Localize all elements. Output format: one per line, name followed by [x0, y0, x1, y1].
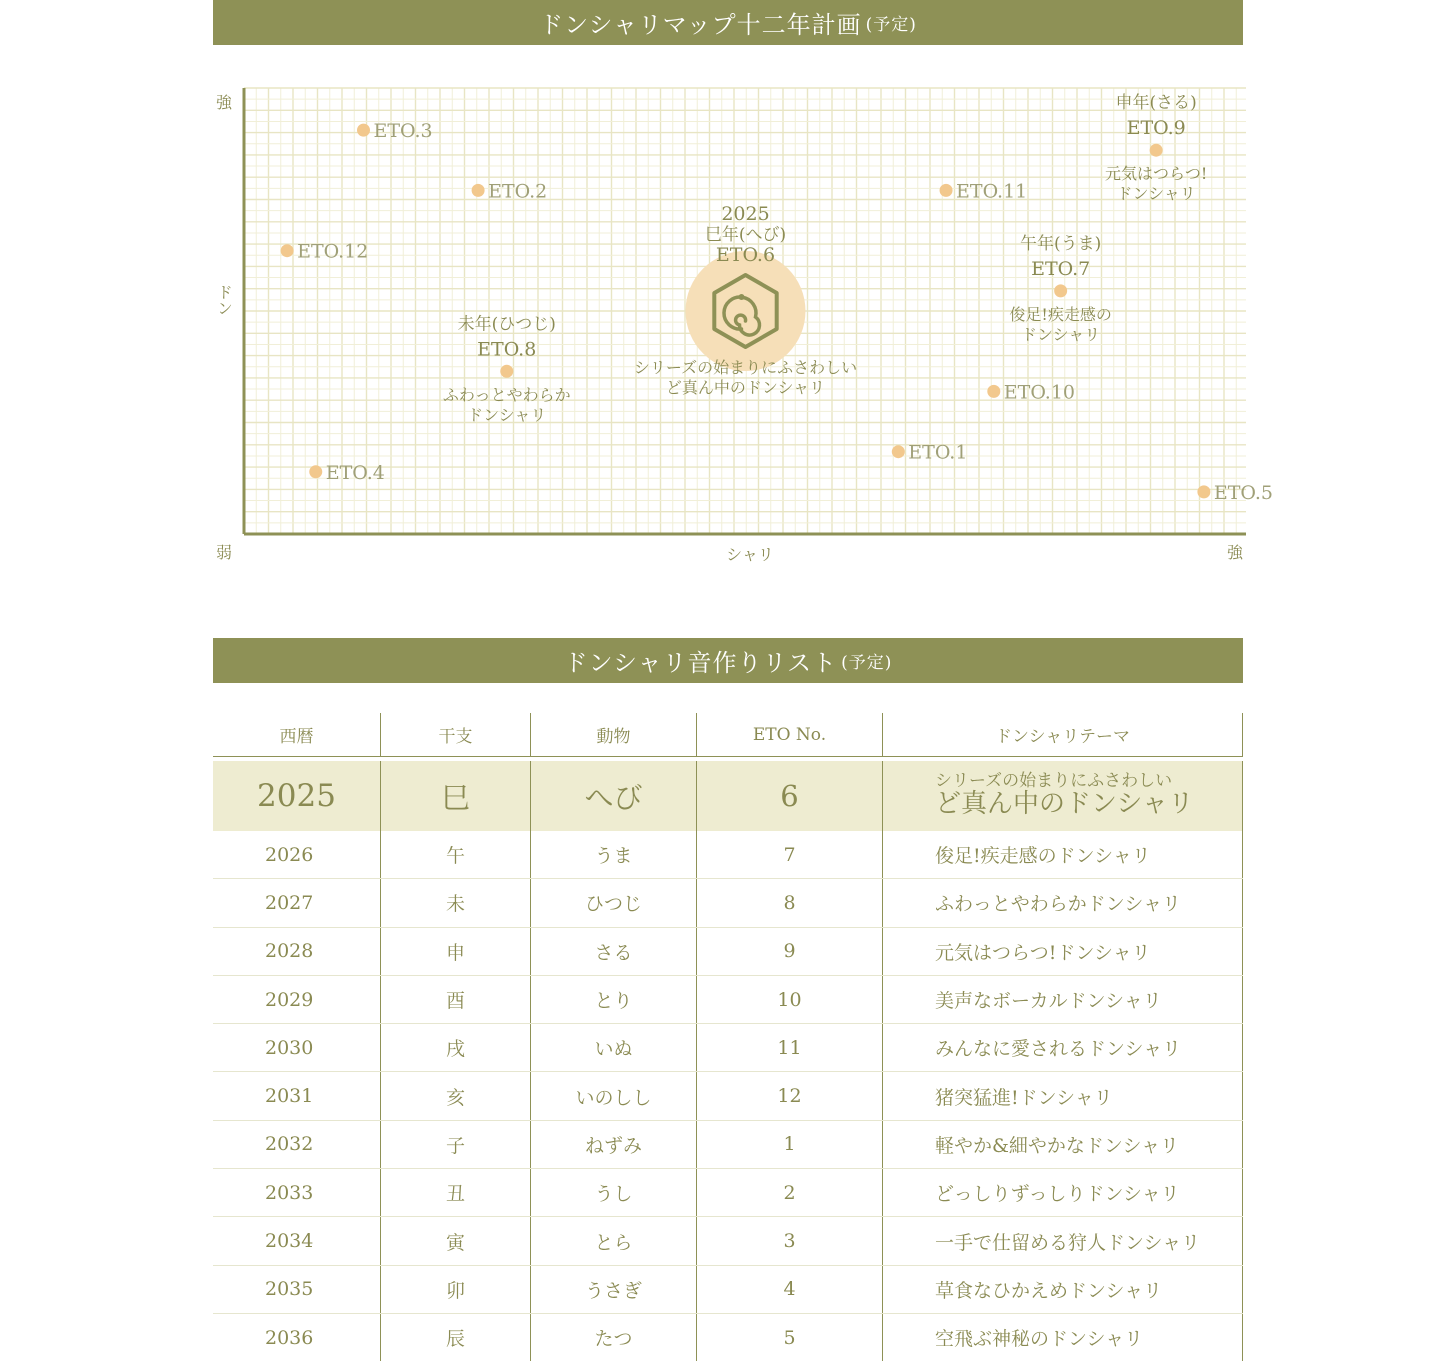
row-year: 2028: [265, 940, 314, 963]
map-title: ドンシャリマップ十二年計画: [539, 11, 862, 39]
point-desc: ドンシャリ: [467, 405, 547, 425]
row-year: 2027: [265, 891, 314, 914]
row-kanshi: 午: [380, 831, 530, 878]
header-eto: ETO No.: [696, 713, 882, 756]
row-animal: うさぎ: [530, 1266, 696, 1313]
row-animal: ひつじ: [530, 879, 696, 926]
point-desc: シリーズの始まりにふさわしい: [633, 358, 858, 377]
x-axis-max-label: 強: [1226, 543, 1244, 562]
highlight-row: [213, 761, 1243, 831]
highlight-kanshi: 巳: [380, 761, 530, 831]
donshari-map-chart: [0, 60, 1454, 575]
point-label: ETO.2: [488, 180, 548, 203]
row-kanshi: 卯: [380, 1266, 530, 1313]
data-point: [309, 465, 322, 478]
point-desc: 元気はつらつ!: [1105, 164, 1208, 184]
row-kanshi: 亥: [380, 1072, 530, 1119]
row-eto: 10: [696, 976, 882, 1023]
row-theme: みんなに愛されるドンシャリ: [882, 1024, 1243, 1071]
row-year: 2030: [265, 1036, 314, 1059]
highlight-animal: へび: [530, 761, 696, 831]
data-point: [940, 184, 953, 197]
row-eto: 7: [696, 831, 882, 878]
table-row: [213, 1265, 1243, 1313]
point-label: ETO.12: [297, 240, 369, 263]
row-kanshi: 戌: [380, 1024, 530, 1071]
row-animal: とら: [530, 1217, 696, 1264]
row-theme: 空飛ぶ神秘のドンシャリ: [882, 1314, 1243, 1361]
table-body: [213, 831, 1243, 1361]
table-row: [213, 1120, 1243, 1168]
data-point: [472, 184, 485, 197]
row-animal: いのしし: [530, 1072, 696, 1119]
row-theme: 一手で仕留める狩人ドンシャリ: [882, 1217, 1243, 1264]
row-year: 2026: [265, 843, 314, 866]
point-year: 2025: [721, 203, 770, 225]
row-animal: いぬ: [530, 1024, 696, 1071]
data-point: [281, 244, 294, 257]
header-animal: 動物: [530, 713, 696, 756]
row-eto: 3: [696, 1217, 882, 1264]
point-label: ETO.4: [325, 461, 385, 484]
table-row: [213, 975, 1243, 1023]
data-point: [1150, 144, 1163, 157]
point-label: ETO.1: [908, 441, 968, 464]
row-eto: 11: [696, 1024, 882, 1071]
highlight-eto: 6: [696, 761, 882, 831]
data-point: [987, 385, 1000, 398]
header-year: 西暦: [279, 727, 314, 747]
row-eto: 9: [696, 928, 882, 975]
map-title-note: (予定): [865, 15, 917, 35]
map-title-banner: [213, 0, 1243, 45]
row-animal: とり: [530, 976, 696, 1023]
point-desc: ドンシャリ: [1116, 184, 1196, 204]
point-name: 午年(うま): [1020, 233, 1102, 254]
sound-list-table: [213, 713, 1243, 1361]
highlight-year: 2025: [257, 778, 336, 814]
point-desc: ドンシャリ: [1021, 324, 1101, 344]
row-year: 2034: [265, 1230, 314, 1253]
row-year: 2035: [265, 1278, 314, 1301]
table-row: [213, 1168, 1243, 1216]
table-row: [213, 1216, 1243, 1264]
row-animal: ねずみ: [530, 1121, 696, 1168]
data-point: [1054, 284, 1067, 297]
point-label: ETO.7: [1031, 257, 1091, 280]
header-theme: ドンシャリテーマ: [882, 713, 1243, 756]
highlight-theme-main: ど真ん中のドンシャリ: [935, 789, 1194, 820]
row-year: 2031: [265, 1085, 314, 1108]
row-kanshi: 未: [380, 879, 530, 926]
table-row: [213, 831, 1243, 878]
row-kanshi: 辰: [380, 1314, 530, 1361]
table-row: [213, 1023, 1243, 1071]
point-label: ETO.9: [1126, 117, 1186, 140]
row-theme: 元気はつらつ!ドンシャリ: [882, 928, 1243, 975]
list-title: ドンシャリ音作りリスト: [563, 649, 838, 677]
row-animal: さる: [530, 928, 696, 975]
table-header-row: [213, 713, 1243, 757]
row-animal: うま: [530, 831, 696, 878]
row-theme: 美声なボーカルドンシャリ: [882, 976, 1243, 1023]
point-name: 未年(ひつじ): [457, 314, 556, 335]
row-eto: 8: [696, 879, 882, 926]
row-eto: 12: [696, 1072, 882, 1119]
data-point: [892, 445, 905, 458]
point-desc: ふわっとやわらか: [442, 385, 571, 405]
row-theme: 猪突猛進!ドンシャリ: [882, 1072, 1243, 1119]
point-label: ETO.10: [1003, 381, 1076, 404]
list-title-note: (予定): [841, 653, 893, 673]
point-name: 巳年(へび): [704, 225, 787, 245]
row-year: 2036: [265, 1326, 314, 1349]
data-point: [500, 365, 513, 378]
row-year: 2033: [265, 1181, 314, 1204]
row-year: 2029: [265, 988, 314, 1011]
row-eto: 4: [696, 1266, 882, 1313]
point-desc: ど真ん中のドンシャリ: [665, 378, 826, 397]
row-eto: 2: [696, 1169, 882, 1216]
row-kanshi: 子: [380, 1121, 530, 1168]
y-axis-max-label: 強: [215, 93, 233, 112]
row-kanshi: 丑: [380, 1169, 530, 1216]
table-row: [213, 1071, 1243, 1119]
row-theme: 軽やか&細やかなドンシャリ: [882, 1121, 1243, 1168]
data-point: [1197, 485, 1210, 498]
table-row: [213, 927, 1243, 975]
row-eto: 5: [696, 1314, 882, 1361]
point-label: ETO.8: [477, 338, 537, 361]
point-desc: 俊足!疾走感の: [1009, 304, 1112, 324]
chart-points: [281, 92, 1273, 504]
list-title-banner: [213, 638, 1243, 683]
row-kanshi: 申: [380, 928, 530, 975]
row-theme: どっしりずっしりドンシャリ: [882, 1169, 1243, 1216]
y-axis-label: ドン: [214, 284, 234, 316]
data-point: [357, 124, 370, 137]
row-animal: たつ: [530, 1314, 696, 1361]
table-row: [213, 878, 1243, 926]
point-label: ETO.11: [956, 180, 1028, 203]
row-kanshi: 寅: [380, 1217, 530, 1264]
table-row: [213, 1313, 1243, 1361]
highlight-point-halo: [686, 251, 806, 371]
row-theme: ふわっとやわらかドンシャリ: [882, 879, 1243, 926]
row-eto: 1: [696, 1121, 882, 1168]
highlight-theme: [882, 761, 1243, 831]
x-axis-min-label: 弱: [215, 543, 233, 562]
x-axis-label: シャリ: [726, 545, 774, 564]
row-kanshi: 酉: [380, 976, 530, 1023]
point-name: 申年(さる): [1115, 93, 1197, 114]
highlight-theme-sub: シリーズの始まりにふさわしい: [935, 771, 1173, 792]
row-year: 2032: [265, 1133, 314, 1156]
row-theme: 草食なひかえめドンシャリ: [882, 1266, 1243, 1313]
header-kanshi: 干支: [380, 713, 530, 756]
row-animal: うし: [530, 1169, 696, 1216]
point-label: ETO.3: [373, 120, 433, 143]
point-label: ETO.6: [715, 244, 776, 266]
point-label: ETO.5: [1213, 481, 1274, 504]
row-theme: 俊足!疾走感のドンシャリ: [882, 831, 1243, 878]
